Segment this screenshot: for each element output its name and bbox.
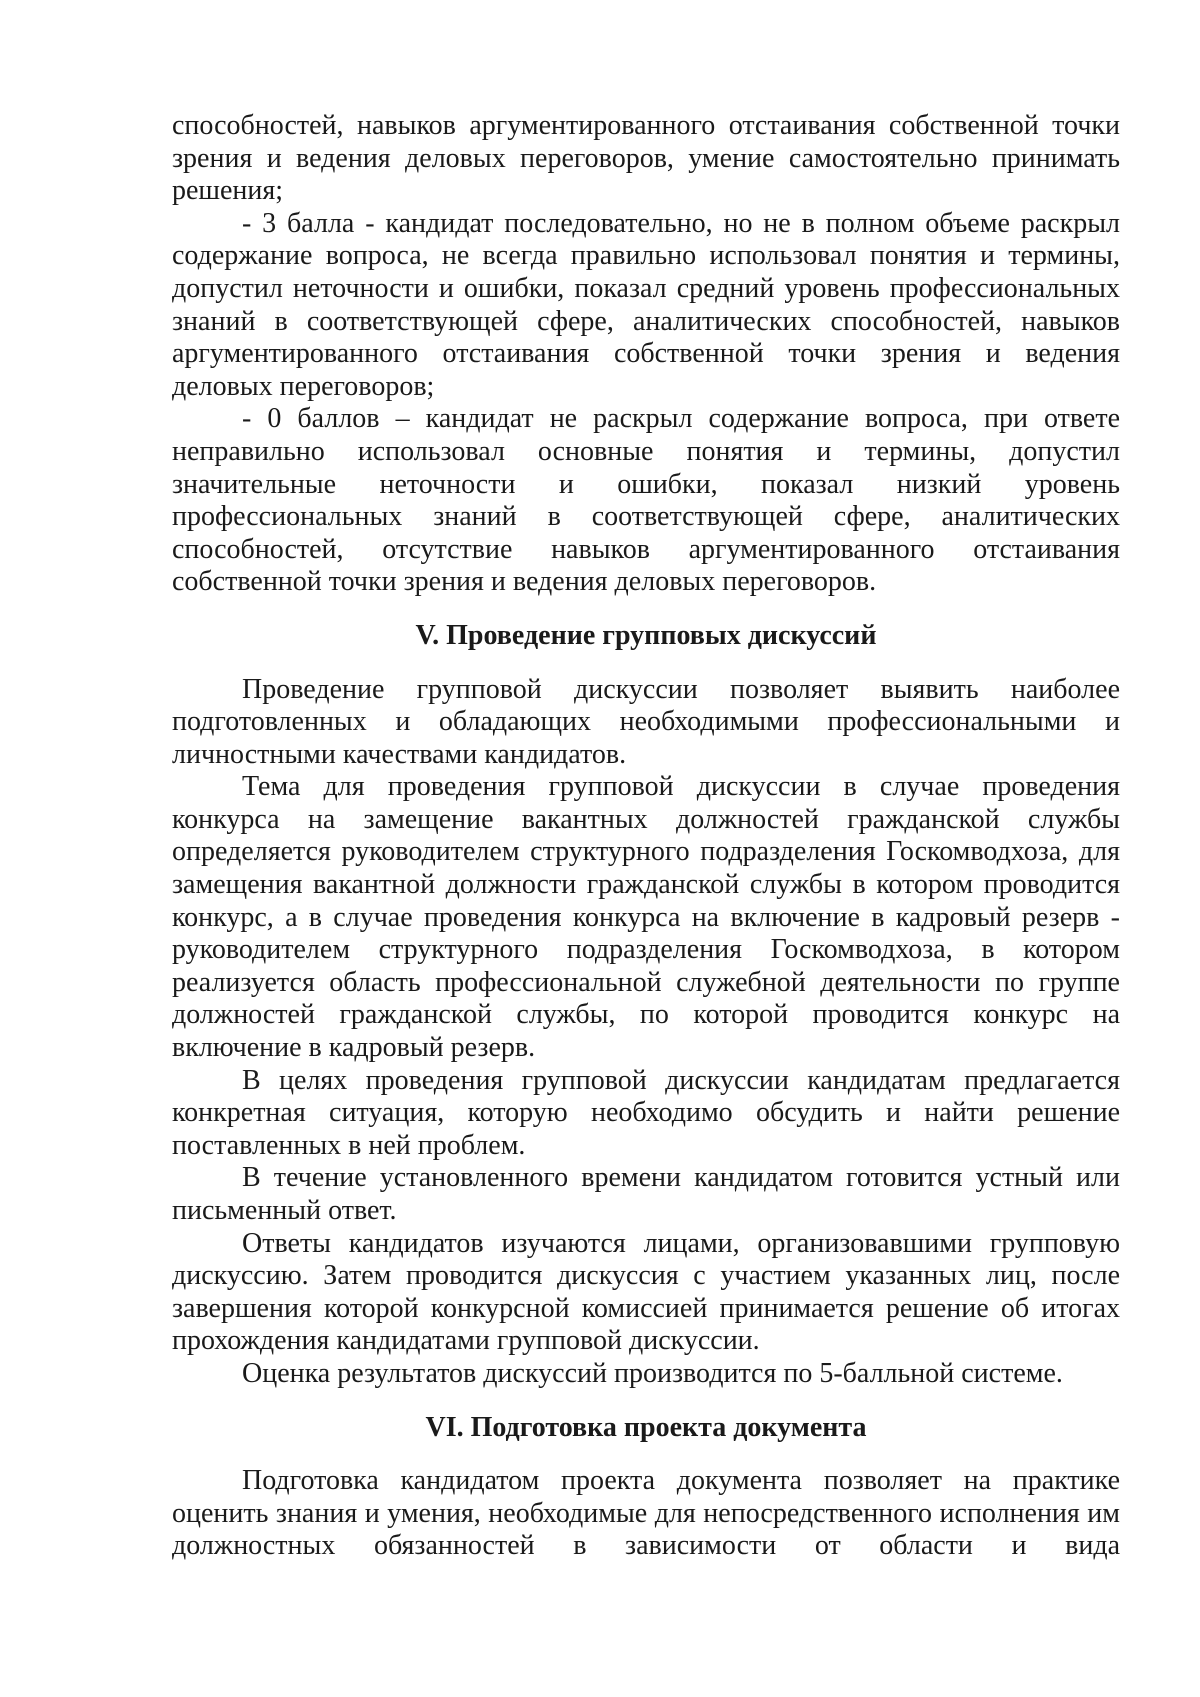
spacer [172, 1444, 1120, 1465]
paragraph-discussion-scoring: Оценка результатов дискуссий производится по 5-балльной системе. [242, 1357, 1063, 1389]
paragraph-score-0: - 0 баллов – кандидат не раскрыл содержание вопроса, при ответе неправильно использовал основные понятия и термины, допустил значительные неточности и ошибки, показал низкий уровень профессиональных знаний в соответствующей сфере, аналитических способностей, отсутствие навыков аргументированного отстаивания собственной точки зрения и ведения деловых переговоров. [172, 403, 1120, 598]
paragraph-discussion-review: Ответы кандидатов изучаются лицами, организовавшими групповую дискуссию. Затем проводится дискуссия с участием указанных лиц, после завершения которой конкурсной комиссией принимается решение об итогах прохождения кандидатами групповой дискуссии. [172, 1227, 1120, 1357]
paragraph-discussion-topic: Тема для проведения групповой дискуссии в случае проведения конкурса на замещение вакантных должностей гражданской службы определяется руководителем структурного подразделения Госкомводхоза, для замещения вакантной должности гражданской службы в котором проводится конкурс, а в случае проведения конкурса на включение в кадровый резерв - руководителем структурного подразделения Госкомводхоза, в котором реализуется область профессиональной служебной деятельности по группе должностей гражданской службы, по которой проводится конкурс на включение в кадровый резерв. [172, 771, 1120, 1064]
paragraph-discussion-purpose: Проведение групповой дискуссии позволяет выявить наиболее подготовленных и обладающих необходимыми профессиональными и личностными качествами кандидатов. [172, 673, 1120, 770]
spacer [172, 653, 1120, 674]
section-heading-5: V. Проведение групповых дискуссий [415, 619, 877, 651]
document-page [172, 110, 1120, 1563]
paragraph-score-3: - 3 балла - кандидат последовательно, но не в полном объеме раскрыл содержание вопроса, не всегда правильно использовал понятия и термины, допустил неточности и ошибки, показал средний уровень профессиональных знаний в соответствующей сфере, аналитических способностей, навыков аргументированного отстаивания собственной точки зрения и ведения деловых переговоров; [172, 207, 1120, 402]
paragraph-discussion-answer: В течение установленного времени кандидатом готовится устный или письменный ответ. [172, 1162, 1120, 1226]
paragraph-document-draft: Подготовка кандидатом проекта документа позволяет на практике оценить знания и умения, необходимые для непосредственного исполнения им должностных обязанностей в зависимости от области и вида [172, 1465, 1120, 1562]
paragraph-criteria-continuation: способностей, навыков аргументированного отстаивания собственной точки зрения и ведения деловых переговоров, умение самостоятельно принимать решения; [172, 110, 1120, 207]
spacer [172, 599, 1120, 620]
section-heading-6: VI. Подготовка проекта документа [425, 1411, 867, 1443]
paragraph-discussion-situation: В целях проведения групповой дискуссии кандидатам предлагается конкретная ситуация, которую необходимо обсудить и найти решение поставленных в ней проблем. [172, 1064, 1120, 1161]
spacer [172, 1391, 1120, 1412]
